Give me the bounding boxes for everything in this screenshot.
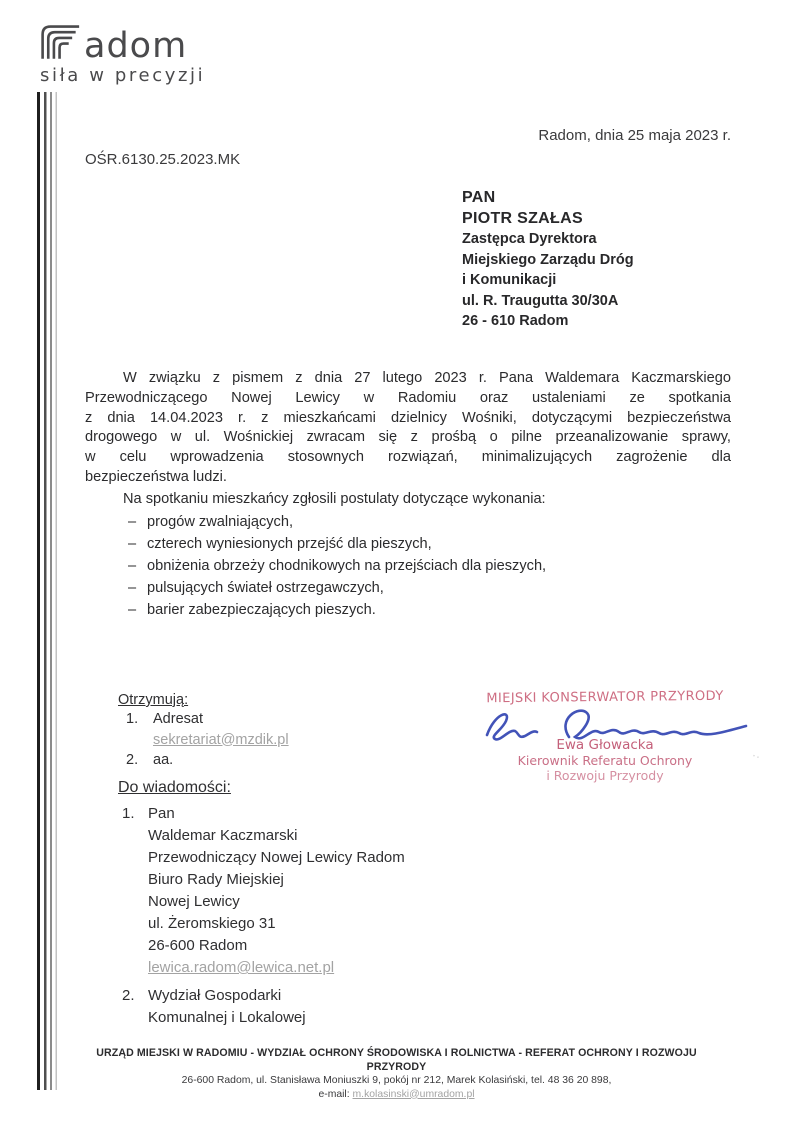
stamp-role-line: Kierownik Referatu Ochrony	[517, 753, 693, 768]
list-item	[85, 599, 731, 621]
cc-line: Waldemar Kaczmarski	[148, 827, 298, 844]
bullet-dash: –	[127, 557, 137, 574]
radom-r-arcs-icon	[40, 22, 80, 64]
received-heading: Otrzymują:	[118, 692, 189, 708]
list-item-text: czterech wyniesionych przejść dla pieszych,	[147, 535, 432, 552]
bullet-dash: –	[127, 601, 137, 618]
recipient-name: PIOTR SZAŁAS	[462, 209, 583, 227]
scan-artifact-stripes	[37, 92, 60, 1090]
cc-item-body	[148, 803, 405, 979]
radom-logo	[40, 22, 205, 86]
email-prefix: e-mail:	[318, 1088, 353, 1100]
recipient-detail: 26 - 610 Radom	[462, 313, 569, 329]
cc-line: Nowej Lewicy	[148, 893, 240, 910]
email-link[interactable]: sekretariat@mzdik.pl	[153, 731, 289, 748]
body-line: w celu wprowadzenia stosownych rozwiązań, minimalizujących zagrożenie dla	[85, 449, 731, 466]
list-item-text: pulsujących świateł ostrzegawczych,	[147, 579, 384, 596]
list-item	[85, 511, 731, 533]
cc-line: ul. Żeromskiego 31	[148, 915, 276, 932]
cc-line: Komunalnej i Lokalowej	[148, 1009, 306, 1026]
cc-item	[118, 985, 405, 1029]
recipient-detail: ul. R. Traugutta 30/30A	[462, 292, 619, 309]
stamp-name: Ewa Głowacka	[556, 737, 654, 753]
item-number: 1.	[126, 711, 139, 727]
body-line: drogowego w ul. Wośnickiej zwracam się z prośbą o pilne przeanalizowanie sprawy,	[85, 429, 731, 446]
logo-tagline: siła w precyzji	[40, 65, 206, 86]
footer-department-line: URZĄD MIEJSKI W RADOMIU - WYDZIAŁ OCHRONY ŚRODOWISKA I ROLNICTWA - REFERAT OCHRONY I ROZWOJU	[96, 1047, 697, 1059]
list-item-text: progów zwalniających,	[147, 513, 294, 530]
cc-item	[118, 803, 405, 979]
postulates-intro: Na spotkaniu mieszkańcy zgłosili postulaty dotyczące wykonania:	[123, 490, 546, 507]
email-link[interactable]: lewica.radom@lewica.net.pl	[148, 959, 335, 976]
body-line: W związku z pismem z dnia 27 lutego 2023 r. Pana Waldemara Kaczmarskiego	[123, 370, 731, 386]
bullet-dash: –	[127, 579, 137, 596]
official-stamp	[455, 690, 755, 783]
body-line: z dnia 14.04.2023 r. z mieszkańcami dzielnicy Wośniki, dotyczącymi bezpieczeństwa	[85, 409, 731, 426]
cc-line: 26-600 Radom	[148, 937, 248, 954]
recipient-block	[462, 188, 634, 332]
cc-line: Przewodniczący Nowej Lewicy Radom	[148, 849, 405, 866]
body-line: Przewodniczącego Nowej Lewicy w Radomiu oraz ustaleniami ze spotkania	[85, 389, 731, 406]
footer-department-line2: PRZYRODY	[366, 1061, 427, 1073]
stamp-role-line: i Rozwoju Przyrody	[546, 768, 664, 783]
cc-line: Wydział Gospodarki	[148, 987, 282, 1004]
bullet-dash: –	[127, 513, 137, 530]
cc-heading: Do wiadomości:	[118, 779, 231, 796]
item-number: 2.	[126, 752, 139, 768]
cc-section	[118, 779, 405, 1029]
cc-line: Biuro Rady Miejskiej	[148, 871, 284, 888]
recipient-detail: Miejskiego Zarządu Dróg	[462, 251, 634, 268]
list-item	[85, 577, 731, 599]
stamp-title: MIEJSKI KONSERWATOR PRZYRODY	[486, 688, 724, 707]
letter-date: Radom, dnia 25 maja 2023 r.	[538, 127, 731, 144]
list-item-text: barier zabezpieczających pieszych.	[147, 601, 376, 618]
body-line: bezpieczeństwa ludzi.	[85, 468, 227, 485]
recipient-detail: Zastępca Dyrektora	[462, 231, 597, 247]
received-section	[118, 692, 289, 770]
recipient-salutation: PAN	[462, 189, 496, 206]
letter-body	[85, 369, 731, 621]
list-item	[85, 533, 731, 555]
logo-brand-text: adom	[84, 26, 188, 66]
item-number: 1.	[122, 805, 135, 822]
postulates-list	[85, 511, 731, 621]
footer-address-line: 26-600 Radom, ul. Stanisława Moniuszki 9, pokój nr 212, Marek Kolasiński, tel. 48 36 20 898,	[181, 1075, 612, 1086]
received-item	[118, 710, 289, 729]
list-item	[85, 555, 731, 577]
cc-line: Pan	[148, 805, 175, 822]
footer-email-line	[0, 1088, 793, 1102]
handwritten-signature	[465, 701, 750, 753]
scan-smudge: ··	[749, 746, 763, 765]
cc-item-body	[148, 985, 306, 1029]
received-item-email-row	[118, 731, 289, 750]
reference-number: OŚR.6130.25.2023.MK	[85, 151, 241, 168]
received-item	[118, 751, 289, 770]
bullet-dash: –	[127, 535, 137, 552]
list-item-text: obniżenia obrzeży chodnikowych na przejściach dla pieszych,	[147, 557, 547, 574]
received-item-text: Adresat	[153, 711, 203, 727]
email-link[interactable]: m.kolasinski@umradom.pl	[352, 1088, 475, 1100]
recipient-detail: i Komunikacji	[462, 272, 557, 288]
item-number-spacer	[126, 731, 153, 750]
item-number: 2.	[122, 987, 135, 1004]
letter-footer	[0, 1046, 793, 1101]
received-item-text: aa.	[153, 752, 174, 768]
